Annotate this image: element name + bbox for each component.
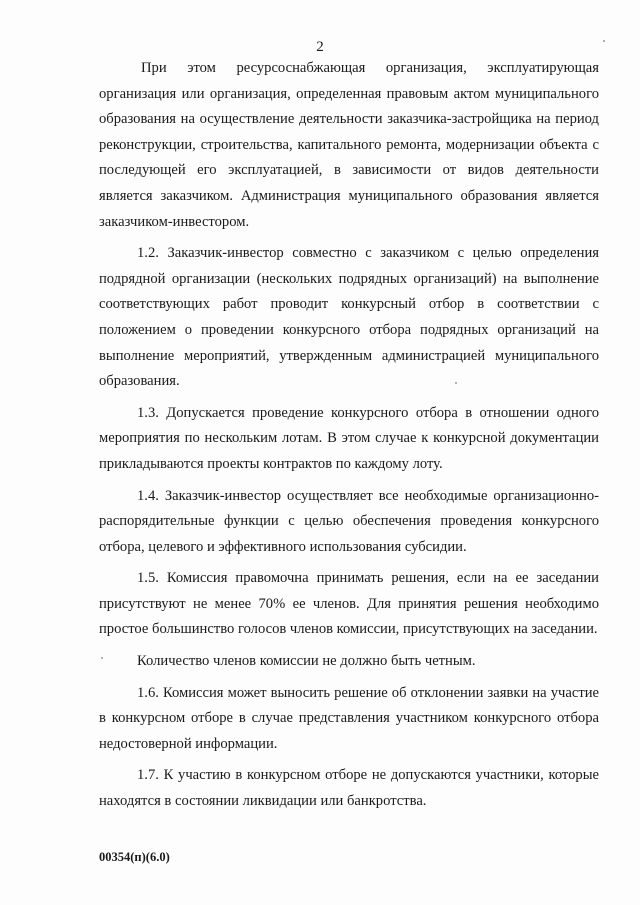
document-code: 00354(п)(6.0) [99,850,170,864]
paragraph-1-5: 1.5. Комиссия правомочна принимать решения, если на ее заседании присутствуют не менее 70% ее членов. Для принятия решения необходимо простое большинство голосов членов комиссии, присутствующих на заседании. [99,570,599,638]
scan-speck [101,657,103,659]
paragraph-intro: При этом ресурсоснабжающая организация, эксплуатирующая организация или организация, определенная правовым актом муниципального образования на осуществление деятельности заказчика-застройщика на период реконструкции, строительства, капитального ремонта, модернизации объекта с последующей его эксплуатацией, в зависимости от видов деятельности является заказчиком. Администрация муниципального образования является заказчиком-инвестором. [99,60,599,230]
document-body [99,56,599,821]
scan-speck [603,40,605,42]
page-number: 2 [316,39,324,55]
paragraph-1-2: 1.2. Заказчик-инвестор совместно с заказчиком с целью определения подрядной организации (нескольких подрядных организаций) на выполнение соответствующих работ проводит конкурсный отбор в соответствии с положением о проведении конкурсного отбора подрядных организаций на выполнение мероприятий, утвержденным администрацией муниципального образования. [99,245,599,390]
scan-speck [455,382,457,384]
paragraph-1-7: 1.7. К участию в конкурсном отборе не допускаются участники, которые находятся в состоянии ликвидации или банкротства. [99,767,599,810]
paragraph-members-count: Количество членов комиссии не должно быть четным. [137,653,476,670]
paragraph-1-6: 1.6. Комиссия может выносить решение об отклонении заявки на участие в конкурсном отборе в случае представления участником конкурсного отбора недостоверной информации. [99,684,599,752]
paragraph-1-4: 1.4. Заказчик-инвестор осуществляет все необходимые организационно-распорядительные функции с целью обеспечения проведения конкурсного отбора, целевого и эффективного использования субсидии. [99,487,599,555]
paragraph-1-3: 1.3. Допускается проведение конкурсного отбора в отношении одного мероприятия по нескольким лотам. В этом случае к конкурсной документации прикладываются проекты контрактов по каждому лоту. [99,404,599,472]
